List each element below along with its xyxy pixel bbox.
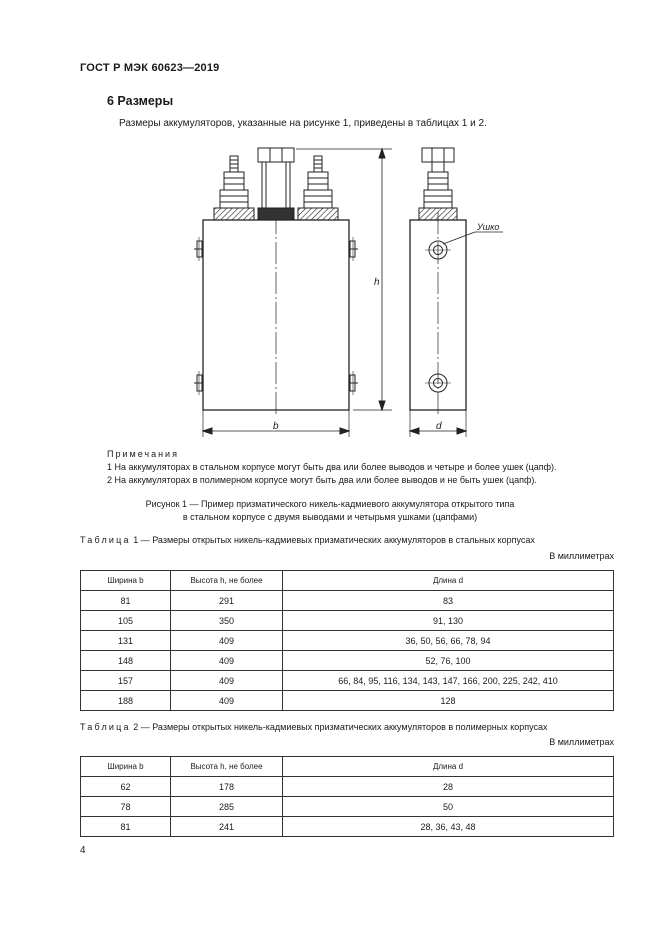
figure-notes xyxy=(107,448,557,487)
table-2-title: 2 — Размеры открытых никель-кадмиевых призматических аккумуляторов в полимерных корпусах xyxy=(133,722,548,732)
battery-drawing xyxy=(170,140,520,445)
table-cell: 28, 36, 43, 48 xyxy=(283,817,614,837)
table-1-units: В миллиметрах xyxy=(549,551,614,561)
table-cell: 157 xyxy=(81,671,171,691)
table-row xyxy=(81,591,614,611)
table-1-title: 1 — Размеры открытых никель-кадмиевых призматических аккумуляторов в стальных корпусах xyxy=(133,535,535,545)
table-1-caption xyxy=(80,535,535,545)
table-cell: 78 xyxy=(81,797,171,817)
table-row xyxy=(81,631,614,651)
caption-line-1: Рисунок 1 — Пример призматического никель-кадмиевого аккумулятора открытого типа xyxy=(145,499,515,509)
table-2-label: Таблица xyxy=(80,722,131,732)
table-row xyxy=(81,671,614,691)
table-row xyxy=(81,611,614,631)
front-view xyxy=(194,148,392,437)
column-header: Ширина b xyxy=(81,571,171,591)
table-cell: 409 xyxy=(171,671,283,691)
side-view xyxy=(410,148,503,437)
dimension-d-label: d xyxy=(436,421,442,432)
table-1 xyxy=(80,570,614,711)
table-cell: 128 xyxy=(283,691,614,711)
table-cell: 81 xyxy=(81,817,171,837)
table-row xyxy=(81,691,614,711)
table-row xyxy=(81,777,614,797)
section-title: 6 Размеры xyxy=(107,94,174,108)
table-cell: 36, 50, 56, 66, 78, 94 xyxy=(283,631,614,651)
table-header-row xyxy=(81,571,614,591)
table-cell: 350 xyxy=(171,611,283,631)
table-cell: 91, 130 xyxy=(283,611,614,631)
table-header-row xyxy=(81,757,614,777)
note-2: 2 На аккумуляторах в полимерном корпусе могут быть два или более выводов и не быть ушек (цапф). xyxy=(107,475,537,485)
page-number: 4 xyxy=(80,845,86,856)
caption-line-2: в стальном корпусе с двумя выводами и четырьмя ушками (цапфами) xyxy=(182,512,478,522)
table-2-units: В миллиметрах xyxy=(549,737,614,747)
table-cell: 409 xyxy=(171,651,283,671)
table-cell: 131 xyxy=(81,631,171,651)
table-cell: 178 xyxy=(171,777,283,797)
table-cell: 81 xyxy=(81,591,171,611)
table-1-label: Таблица xyxy=(80,535,131,545)
notes-heading: Примечания xyxy=(107,449,179,459)
lug-front-top-left xyxy=(194,237,203,261)
lug-front-bottom-right xyxy=(349,371,358,395)
table-cell: 105 xyxy=(81,611,171,631)
column-header: Ширина b xyxy=(81,757,171,777)
table-row xyxy=(81,651,614,671)
note-1: 1 На аккумуляторах в стальном корпусе могут быть два или более выводов и четыре и более ушек (цапф). xyxy=(107,462,557,472)
table-2 xyxy=(80,756,614,837)
column-header: Высота h, не более xyxy=(171,571,283,591)
table-cell: 291 xyxy=(171,591,283,611)
lug-front-bottom-left xyxy=(194,371,203,395)
column-header: Высота h, не более xyxy=(171,757,283,777)
column-header: Длина d xyxy=(283,571,614,591)
table-2-caption xyxy=(80,722,548,732)
table-cell: 409 xyxy=(171,631,283,651)
table-cell: 409 xyxy=(171,691,283,711)
table-cell: 83 xyxy=(283,591,614,611)
lug-front-top-right xyxy=(349,237,358,261)
table-cell: 62 xyxy=(81,777,171,797)
document-code: ГОСТ Р МЭК 60623—2019 xyxy=(80,62,220,74)
table-cell: 52, 76, 100 xyxy=(283,651,614,671)
column-header: Длина d xyxy=(283,757,614,777)
dimension-b-label: b xyxy=(273,421,279,432)
table-cell: 285 xyxy=(171,797,283,817)
table-cell: 148 xyxy=(81,651,171,671)
table-row xyxy=(81,797,614,817)
lug-label: Ушко xyxy=(477,222,500,232)
table-cell: 28 xyxy=(283,777,614,797)
figure-caption xyxy=(80,498,580,524)
table-cell: 241 xyxy=(171,817,283,837)
dimension-h-label: h xyxy=(374,277,380,288)
table-cell: 188 xyxy=(81,691,171,711)
table-row xyxy=(81,817,614,837)
section-intro: Размеры аккумуляторов, указанные на рисунке 1, приведены в таблицах 1 и 2. xyxy=(119,118,487,129)
table-cell: 50 xyxy=(283,797,614,817)
table-cell: 66, 84, 95, 116, 134, 143, 147, 166, 200, 225, 242, 410 xyxy=(283,671,614,691)
